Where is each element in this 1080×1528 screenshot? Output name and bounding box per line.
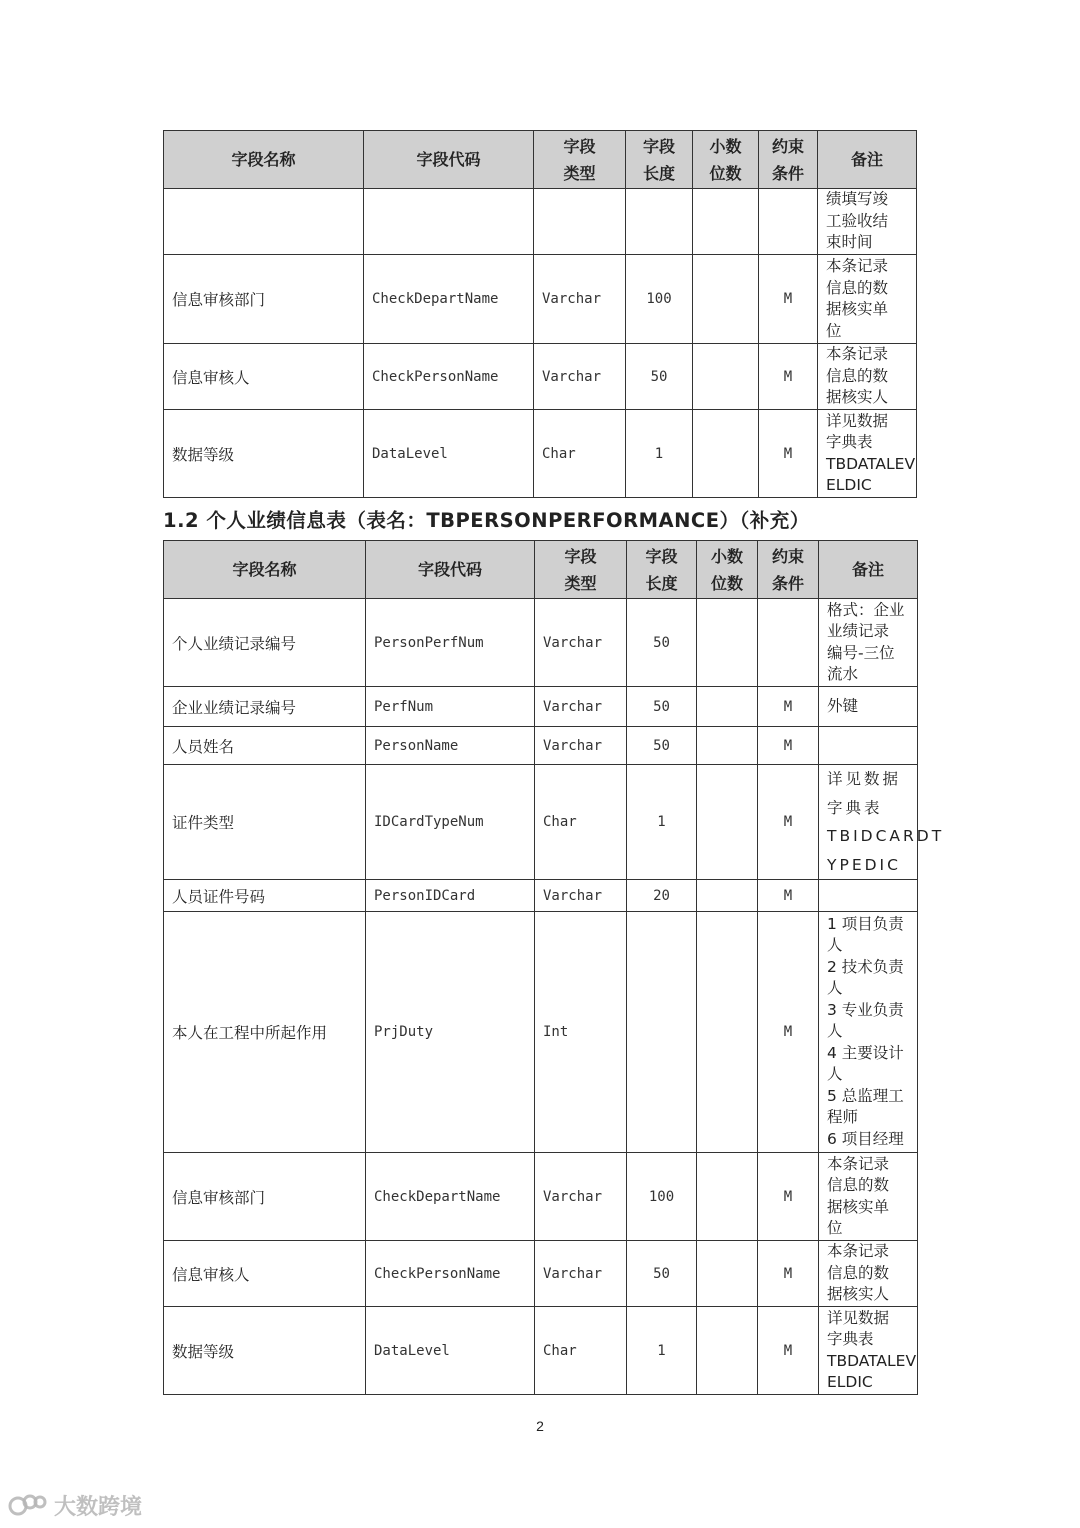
cell-name: 本人在工程中所起作用 (164, 912, 366, 1153)
header-field-type: 字段 类型 (535, 541, 627, 599)
cell-constraint: M (758, 765, 819, 880)
cell-remark: 1 项目负责 人 2 技术负责 人 3 专业负责 人 4 主要设计 人 5 总监理工 程师 6 项目经理 (819, 912, 918, 1153)
cell-code: PersonIDCard (366, 880, 535, 912)
cell-length: 50 (627, 687, 697, 727)
cell-code: PerfNum (366, 687, 535, 727)
cell-name: 信息审核部门 (164, 1153, 366, 1241)
cell-type: Varchar (535, 599, 627, 687)
cell-constraint: M (759, 410, 818, 498)
cell-length: 1 (627, 765, 697, 880)
cell-remark: 详见数据 字典表 TBDATALEV ELDIC (819, 1307, 918, 1395)
cell-name: 企业业绩记录编号 (164, 687, 366, 727)
cell-name: 证件类型 (164, 765, 366, 880)
cell-decimal (697, 1153, 758, 1241)
cell-constraint (758, 599, 819, 687)
cell-constraint: M (758, 687, 819, 727)
section-title: 1.2 个人业绩信息表（表名：TBPERSONPERFORMANCE）（补充） (163, 509, 810, 532)
cell-code: IDCardTypeNum (366, 765, 535, 880)
cell-decimal (693, 410, 759, 498)
cell-length (626, 189, 693, 255)
cell-remark: 详见数据 字典表 TBIDCARDT YPEDIC (819, 765, 918, 880)
table-row (164, 599, 918, 687)
cell-code: PersonPerfNum (366, 599, 535, 687)
cell-decimal (693, 189, 759, 255)
cell-constraint: M (758, 880, 819, 912)
cell-constraint: M (758, 1307, 819, 1395)
cell-code: CheckDepartName (366, 1153, 535, 1241)
cell-decimal (697, 880, 758, 912)
cell-name: 数据等级 (164, 1307, 366, 1395)
header-field-code: 字段代码 (364, 131, 534, 189)
cell-code: CheckPersonName (366, 1241, 535, 1307)
header-constraint: 约束 条件 (758, 541, 819, 599)
cell-type: Varchar (535, 687, 627, 727)
table-row (164, 344, 917, 410)
header-decimal-places: 小数 位数 (697, 541, 758, 599)
cell-decimal (697, 727, 758, 765)
cell-code (364, 189, 534, 255)
cell-remark: 本条记录 信息的数 据核实单 位 (818, 255, 917, 344)
cell-constraint (759, 189, 818, 255)
cell-name: 人员姓名 (164, 727, 366, 765)
cell-constraint: M (758, 1153, 819, 1241)
cell-length: 1 (626, 410, 693, 498)
cell-constraint: M (758, 912, 819, 1153)
cell-name: 信息审核部门 (164, 255, 364, 344)
cell-constraint: M (759, 255, 818, 344)
cell-name: 个人业绩记录编号 (164, 599, 366, 687)
table-row (164, 1241, 918, 1307)
table-row (164, 687, 918, 727)
cell-decimal (693, 344, 759, 410)
header-field-length: 字段 长度 (626, 131, 693, 189)
cell-remark: 绩填写竣 工验收结 束时间 (818, 189, 917, 255)
watermark (8, 1490, 142, 1521)
cell-length: 50 (627, 599, 697, 687)
cell-remark: 外键 (819, 687, 918, 727)
header-field-type: 字段 类型 (534, 131, 626, 189)
cell-type: Char (535, 765, 627, 880)
cell-constraint: M (758, 727, 819, 765)
cell-remark: 本条记录 信息的数 据核实人 (819, 1241, 918, 1307)
cell-length: 20 (627, 880, 697, 912)
table-row (164, 912, 918, 1153)
table-row (164, 727, 918, 765)
header-remark: 备注 (818, 131, 917, 189)
cell-type: Varchar (535, 1241, 627, 1307)
cell-name: 信息审核人 (164, 1241, 366, 1307)
cell-remark (819, 880, 918, 912)
cell-length (627, 912, 697, 1153)
cell-decimal (697, 599, 758, 687)
cell-name: 人员证件号码 (164, 880, 366, 912)
table-row (164, 1307, 918, 1395)
cell-name: 数据等级 (164, 410, 364, 498)
table-row (164, 410, 917, 498)
table-row (164, 255, 917, 344)
cell-remark: 格式：企业 业绩记录 编号-三位 流水 (819, 599, 918, 687)
watermark-logo-icon (8, 1492, 48, 1520)
cell-remark: 本条记录 信息的数 据核实单 位 (819, 1153, 918, 1241)
cell-length: 1 (627, 1307, 697, 1395)
cell-code: DataLevel (366, 1307, 535, 1395)
cell-type: Varchar (535, 880, 627, 912)
person-performance-table (163, 540, 945, 1395)
header-field-code: 字段代码 (366, 541, 535, 599)
cell-remark: 详见数据 字典表 TBDATALEV ELDIC (818, 410, 917, 498)
watermark-text: 大数跨境 (54, 1495, 143, 1520)
cell-type: Varchar (534, 344, 626, 410)
cell-type: Varchar (535, 1153, 627, 1241)
cell-name: 信息审核人 (164, 344, 364, 410)
page-number: 2 (536, 1418, 544, 1434)
cell-code: PrjDuty (366, 912, 535, 1153)
cell-name (164, 189, 364, 255)
table-header-row (164, 131, 917, 189)
header-constraint: 约束 条件 (759, 131, 818, 189)
cell-type: Char (535, 1307, 627, 1395)
header-remark: 备注 (819, 541, 918, 599)
header-field-name: 字段名称 (164, 131, 364, 189)
table-row (164, 880, 918, 912)
cell-type: Char (534, 410, 626, 498)
header-field-length: 字段 长度 (627, 541, 697, 599)
header-decimal-places: 小数 位数 (693, 131, 759, 189)
header-field-name: 字段名称 (164, 541, 366, 599)
cell-remark: 本条记录 信息的数 据核实人 (818, 344, 917, 410)
cell-type: Varchar (534, 255, 626, 344)
table-row (164, 1153, 918, 1241)
cell-decimal (697, 1241, 758, 1307)
cell-code: PersonName (366, 727, 535, 765)
cell-length: 50 (627, 727, 697, 765)
table-row (164, 189, 917, 255)
cell-decimal (693, 255, 759, 344)
cell-decimal (697, 765, 758, 880)
table-row (164, 765, 918, 880)
cell-type: Int (535, 912, 627, 1153)
cell-code: CheckPersonName (364, 344, 534, 410)
cell-remark (819, 727, 918, 765)
cell-length: 50 (627, 1241, 697, 1307)
cell-length: 100 (626, 255, 693, 344)
cell-length: 50 (626, 344, 693, 410)
cell-type: Varchar (535, 727, 627, 765)
cell-type (534, 189, 626, 255)
table-header-row (164, 541, 918, 599)
cell-constraint: M (759, 344, 818, 410)
cell-decimal (697, 912, 758, 1153)
cell-decimal (697, 687, 758, 727)
cell-length: 100 (627, 1153, 697, 1241)
cell-code: DataLevel (364, 410, 534, 498)
cell-constraint: M (758, 1241, 819, 1307)
field-table-continued (163, 130, 917, 498)
cell-code: CheckDepartName (364, 255, 534, 344)
cell-decimal (697, 1307, 758, 1395)
